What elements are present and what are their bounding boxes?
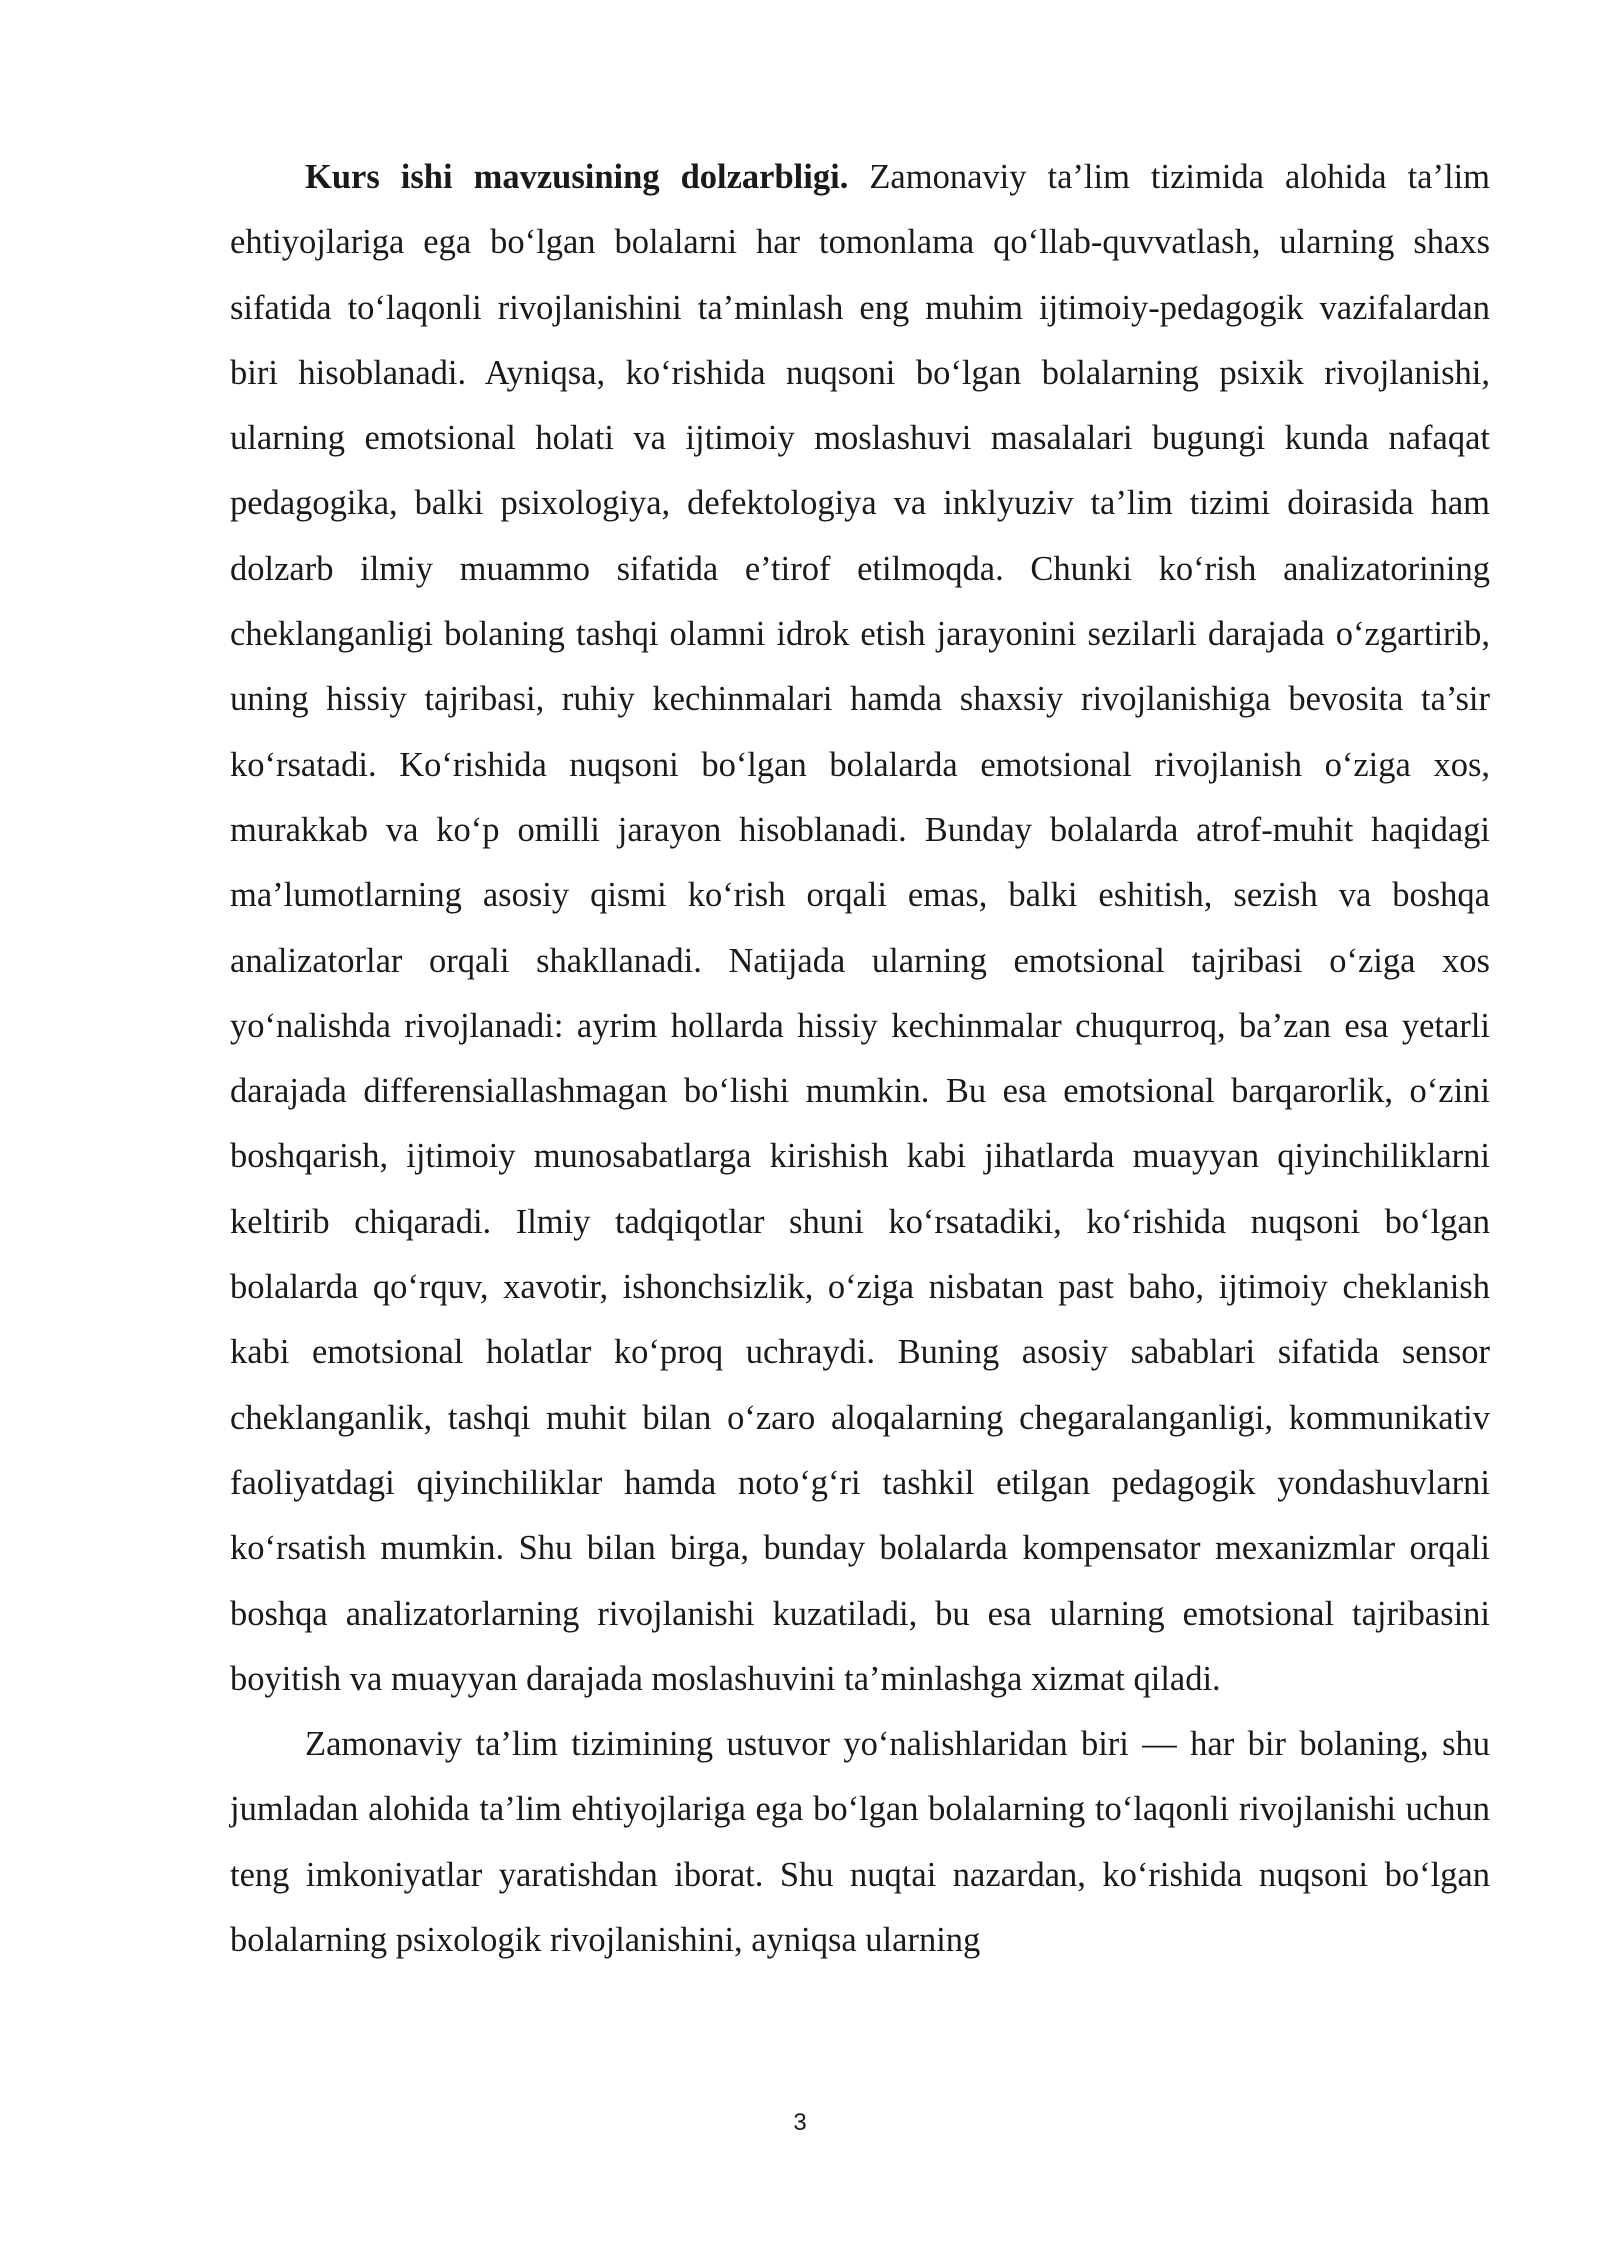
paragraph-priority	[230, 1712, 1490, 1973]
section-lead-heading: Kurs ishi mavzusining dolzarbligi.	[305, 158, 849, 196]
paragraph-text: Zamonaviy ta’lim tizimining ustuvor yoʻnalishlaridan biri — har bir bolaning, shu jumladan alohida ta’lim ehtiyojlariga ega boʻlgan bolalarning toʻlaqonli rivojlanishi uchun teng imkoniyatlar yaratishdan iborat. Shu nuqtai nazardan, koʻrishida nuqsoni boʻlgan bolalarning psixologik rivojlanishini, ayniqsa ularning	[230, 1725, 1490, 1960]
paragraph-text: Zamonaviy ta’lim tizimida alohida ta’lim ehtiyojlariga ega boʻlgan bolalarni har tomonlama qoʻllab-quvvatlash, ularning shaxs sifatida toʻlaqonli rivojlanishini ta’minlash eng muhim ijtimoiy-pedagogik vazifalardan biri hisoblanadi. Ayniqsa, koʻrishida nuqsoni boʻlgan bolalarning psixik rivojlanishi, ularning emotsional holati va ijtimoiy moslashuvi masalalari bugungi kunda nafaqat pedagogika, balki psixologiya, defektologiya va inklyuziv ta’lim tizimi doirasida ham dolzarb ilmiy muammo sifatida e’tirof etilmoqda. Chunki koʻrish analizatorining cheklanganligi bolaning tashqi olamni idrok etish jarayonini sezilarli darajada oʻzgartirib, uning hissiy tajribasi, ruhiy kechinmalari hamda shaxsiy rivojlanishiga bevosita ta’sir koʻrsatadi. Koʻrishida nuqsoni boʻlgan bolalarda emotsional rivojlanish oʻziga xos, murakkab va koʻp omilli jarayon hisoblanadi. Bunday bolalarda atrof-muhit haqidagi ma’lumotlarning asosiy qismi koʻrish orqali emas, balki eshitish, sezish va boshqa analizatorlar orqali shakllanadi. Natijada ularning emotsional tajribasi oʻziga xos yoʻnalishda rivojlanadi: ayrim hollarda hissiy kechinmalar chuqurroq, ba’zan esa yetarli darajada differensiallashmagan boʻlishi mumkin. Bu esa emotsional barqarorlik, oʻzini boshqarish, ijtimoiy munosabatlarga kirishish kabi jihatlarda muayyan qiyinchiliklarni keltirib chiqaradi. Ilmiy tadqiqotlar shuni koʻrsatadiki, koʻrishida nuqsoni boʻlgan bolalarda qoʻrquv, xavotir, ishonchsizlik, oʻziga nisbatan past baho, ijtimoiy cheklanish kabi emotsional holatlar koʻproq uchraydi. Buning asosiy sabablari sifatida sensor cheklanganlik, tashqi muhit bilan oʻzaro aloqalarning chegaralanganligi, kommunikativ faoliyatdagi qiyinchiliklar hamda notoʻgʻri tashkil etilgan pedagogik yondashuvlarni koʻrsatish mumkin. Shu bilan birga, bunday bolalarda kompensator mexanizmlar orqali boshqa analizatorlarning rivojlanishi kuzatiladi, bu esa ularning emotsional tajribasini boyitish va muayyan darajada moslashuvini ta’minlashga xizmat qiladi.	[230, 158, 1490, 1698]
document-body	[230, 145, 1490, 1973]
paragraph-relevance	[230, 145, 1490, 1712]
page-number: 3	[793, 2109, 807, 2136]
